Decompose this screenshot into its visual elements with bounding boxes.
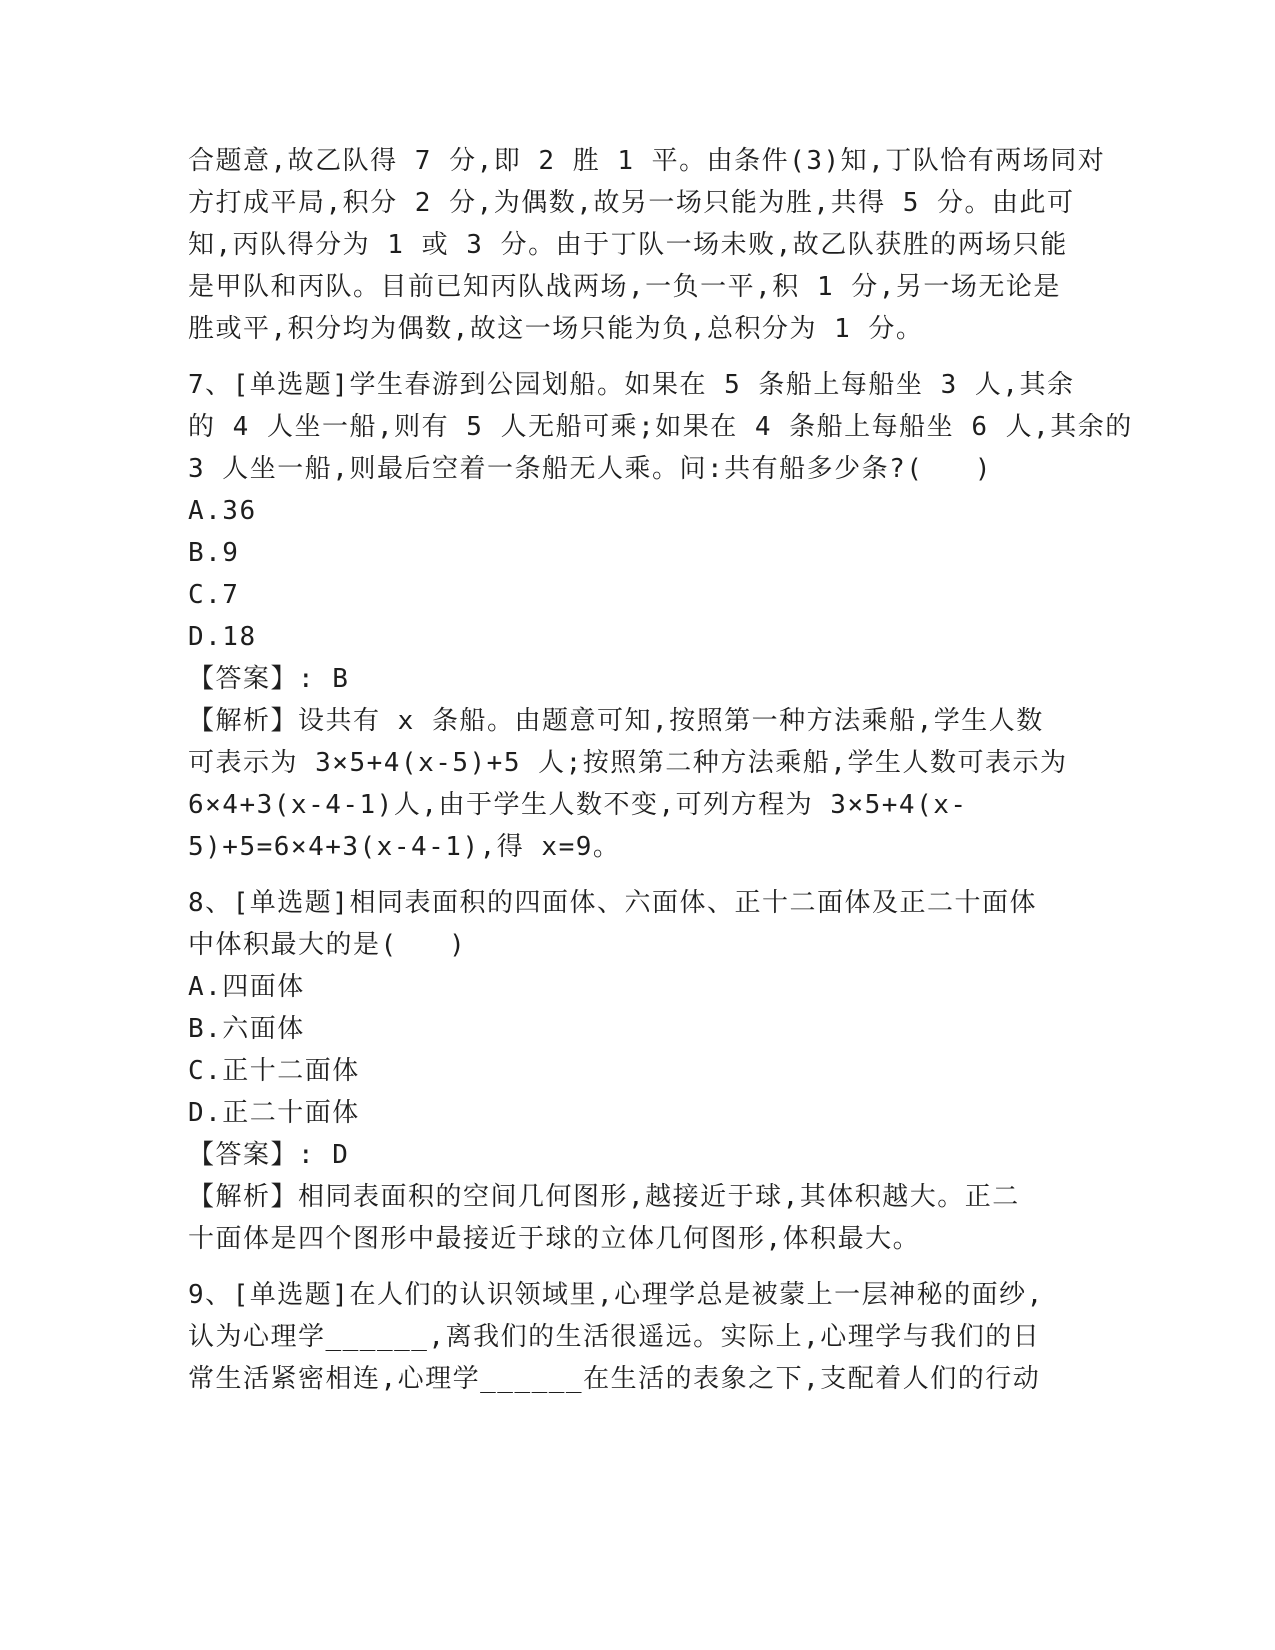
analysis-line: 5)+5=6×4+3(x-4-1),得 x=9。 xyxy=(188,832,621,862)
question-stem-line: 的 4 人坐一船,则有 5 人无船可乘;如果在 4 条船上每船坐 6 人,其余的 xyxy=(188,412,1133,442)
spacer xyxy=(188,350,1088,364)
analysis-line: 【解析】设共有 x 条船。由题意可知,按照第一种方法乘船,学生人数 xyxy=(188,706,1044,736)
analysis-line: 十面体是四个图形中最接近于球的立体几何图形,体积最大。 xyxy=(188,1224,921,1254)
analysis-line: 6×4+3(x-4-1)人,由于学生人数不变,可列方程为 3×5+4(x- xyxy=(188,790,968,820)
question-stem-line: 9、[单选题]在人们的认识领域里,心理学总是被蒙上一层神秘的面纱, xyxy=(188,1280,1044,1310)
spacer xyxy=(188,1260,1088,1274)
analysis-line: 合题意,故乙队得 7 分,即 2 胜 1 平。由条件(3)知,丁队恰有两场同对 xyxy=(188,146,1106,176)
option-b: B.六面体 xyxy=(188,1014,305,1044)
question-stem-line: 3 人坐一船,则最后空着一条船无人乘。问:共有船多少条?( ) xyxy=(188,454,993,484)
question-stem-line: 7、[单选题]学生春游到公园划船。如果在 5 条船上每船坐 3 人,其余 xyxy=(188,370,1075,400)
option-b: B.9 xyxy=(188,538,240,568)
option-d: D.正二十面体 xyxy=(188,1098,360,1128)
answer-line: 【答案】: B xyxy=(188,664,350,694)
question-7 xyxy=(188,364,1133,868)
analysis-line: 可表示为 3×5+4(x-5)+5 人;按照第二种方法乘船,学生人数可表示为 xyxy=(188,748,1068,778)
document-content xyxy=(188,140,1133,1400)
analysis-line: 知,丙队得分为 1 或 3 分。由于丁队一场未败,故乙队获胜的两场只能 xyxy=(188,230,1068,260)
analysis-line: 【解析】相同表面积的空间几何图形,越接近于球,其体积越大。正二 xyxy=(188,1182,1020,1212)
analysis-line: 是甲队和丙队。目前已知丙队战两场,一负一平,积 1 分,另一场无论是 xyxy=(188,272,1061,302)
question-stem-line: 8、[单选题]相同表面积的四面体、六面体、正十二面体及正二十面体 xyxy=(188,888,1037,918)
analysis-line: 方打成平局,积分 2 分,为偶数,故另一场只能为胜,共得 5 分。由此可 xyxy=(188,188,1075,218)
option-d: D.18 xyxy=(188,622,257,652)
question-stem-line: 认为心理学______,离我们的生活很遥远。实际上,心理学与我们的日 xyxy=(188,1322,1041,1352)
question-8 xyxy=(188,882,1088,1260)
previous-analysis-continuation xyxy=(188,140,1106,350)
option-c: C.7 xyxy=(188,580,240,610)
option-a: A.四面体 xyxy=(188,972,305,1002)
question-stem-line: 中体积最大的是( ) xyxy=(188,930,467,960)
option-c: C.正十二面体 xyxy=(188,1056,360,1086)
answer-line: 【答案】: D xyxy=(188,1140,350,1170)
spacer xyxy=(188,868,1088,882)
question-stem-line: 常生活紧密相连,心理学______在生活的表象之下,支配着人们的行动 xyxy=(188,1364,1041,1394)
option-a: A.36 xyxy=(188,496,257,526)
question-9 xyxy=(188,1274,1088,1400)
analysis-line: 胜或平,积分均为偶数,故这一场只能为负,总积分为 1 分。 xyxy=(188,314,924,344)
